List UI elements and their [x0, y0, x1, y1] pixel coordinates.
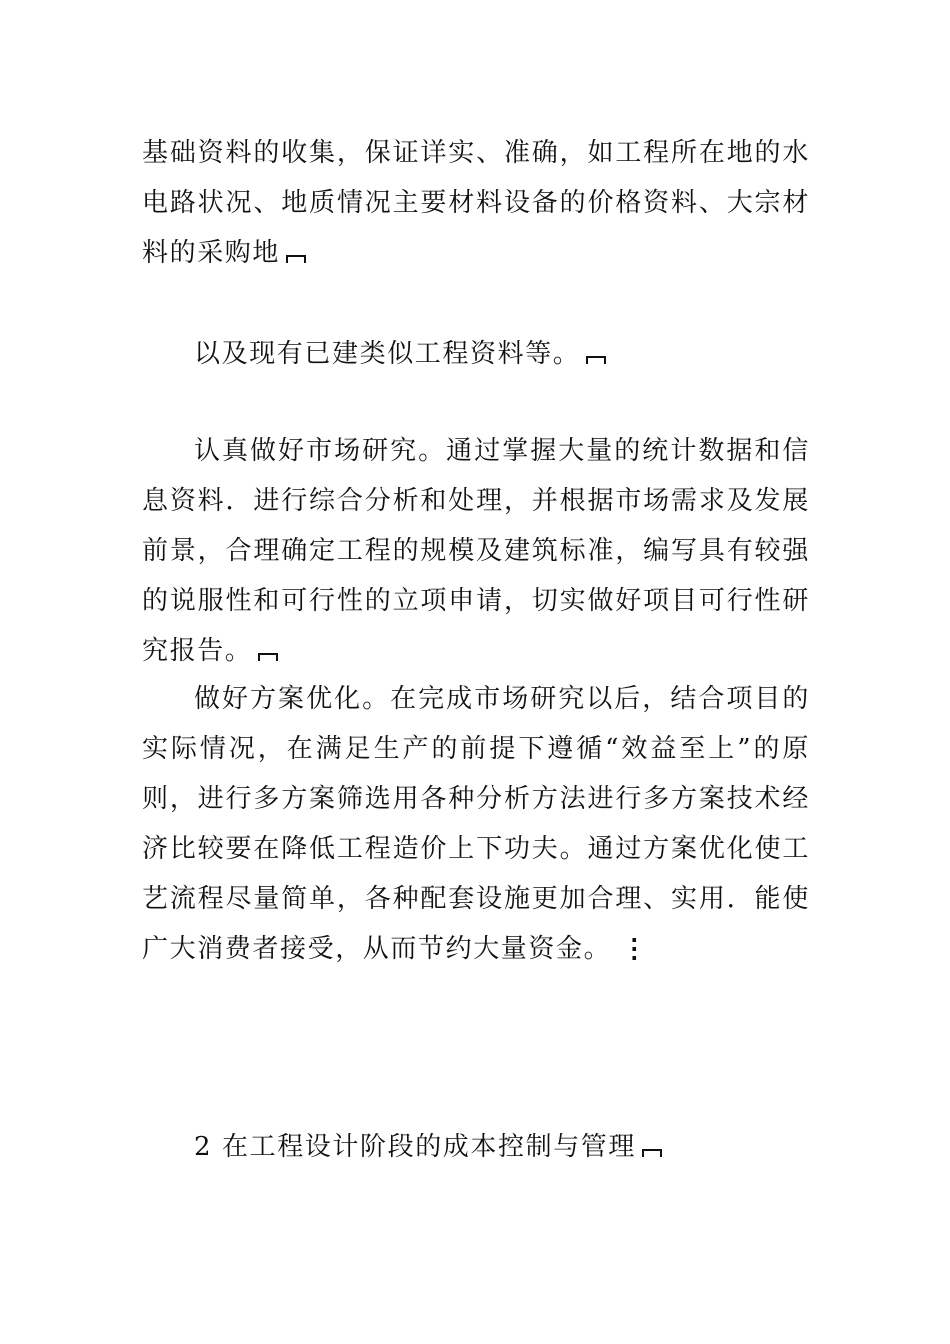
paragraph-basic-data: [142, 128, 810, 278]
paragraph-plan-optimization: [142, 674, 810, 974]
heading-text: 2 在工程设计阶段的成本控制与管理: [194, 1132, 637, 1162]
paragraph-text: 基础资料的收集，保证详实、准确，如工程所在地的水电路状况、地质情况主要材料设备的价格资料、大宗材料的采购地: [142, 138, 810, 268]
paragraph-end-mark-icon: [586, 356, 606, 364]
vertical-dots-icon: ⋮: [621, 934, 648, 964]
paragraph-similar-projects: [142, 329, 810, 379]
paragraph-end-mark-icon: [286, 255, 306, 263]
paragraph-text: 以及现有已建类似工程资料等。: [194, 339, 581, 369]
paragraph-text: 认真做好市场研究。通过掌握大量的统计数据和信息资料．进行综合分析和处理，并根据市场需求及发展前景，合理确定工程的规模及建筑标准，编写具有较强的说服性和可行性的立项申请，切实做好项目可行性研究报告。: [142, 436, 810, 666]
paragraph-end-mark-icon: [258, 653, 278, 661]
paragraph-text: 做好方案优化。在完成市场研究以后，结合项目的实际情况，在满足生产的前提下遵循“效益至上”的原则，进行多方案筛选用各种分析方法进行多方案技术经济比较要在降低工程造价上下功夫。通过方案优化使工艺流程尽量简单，各种配套设施更加合理、实用．能使广大消费者接受，从而节约大量资金。: [142, 684, 811, 964]
section-heading-design-stage: [142, 1122, 810, 1172]
paragraph-market-research: [142, 426, 810, 676]
paragraph-end-mark-icon: [642, 1149, 662, 1157]
